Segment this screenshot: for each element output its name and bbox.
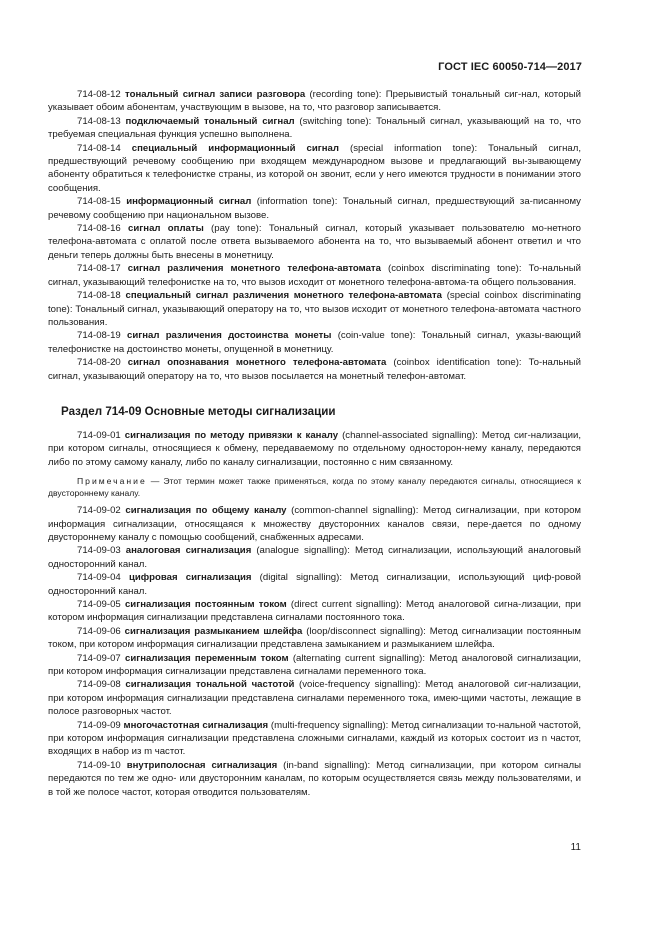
term-definition: (direct current signalling): Метод аналоговой сигна-лизации, при котором информация сигнализации представлена сигналами постоянного тока. <box>48 599 581 624</box>
term-definition: (voice-frequency signalling): Метод аналоговой сиг-нализации, при котором информация сигнализации представлена сигналами переменного тока, имею-щими частоты, лежащие в полосе разговорных частот. <box>48 679 581 718</box>
term-entry <box>48 625 581 652</box>
term-name: сигнализация по общему каналу <box>125 505 287 517</box>
term-definition: (loop/disconnect signalling): Метод сигнализации постоянным током, при котором информация сигнализации представлена замыканием и размыканием шлейфа. <box>48 625 582 651</box>
term-name: внутриполосная сигнализация <box>126 759 278 771</box>
term-entry <box>48 678 581 718</box>
term-code: 714-09-01 <box>77 429 121 441</box>
term-code: 714-08-18 <box>77 290 121 302</box>
term-code: 714-08-16 <box>77 223 121 235</box>
term-entry <box>48 329 581 356</box>
term-name: сигнал оплаты <box>128 223 204 235</box>
term-name: информационный сигнал <box>126 196 252 208</box>
term-code: 714-09-09 <box>77 719 121 731</box>
term-entry <box>48 262 581 289</box>
term-definition: (digital signalling): Метод сигнализации, использующий циф-ровой односторонний канал. <box>48 572 581 597</box>
note <box>48 475 581 499</box>
section-heading: Раздел 714-09 Основные методы сигнализации <box>61 404 336 418</box>
term-entry <box>48 719 581 759</box>
document-body <box>48 88 581 799</box>
term-code: 714-09-08 <box>77 679 121 691</box>
term-definition: (analogue signalling): Метод сигнализации, использующий аналоговый односторонний канал. <box>48 545 581 570</box>
term-code: 714-08-14 <box>77 142 121 154</box>
term-definition: (pay tone): Тональный сигнал, который указывает пользователю мо-нетного телефона-автомата с оплатой после ответа вызываемого абонента на то, что вызываемый абонент ответил и что деньги теперь должны быть внесены в монетницу. <box>48 223 581 261</box>
term-name: многочастотная сигнализация <box>123 719 269 731</box>
term-name: специальный информационный сигнал <box>131 142 339 154</box>
term-definition: (in-band signalling): Метод сигнализации, при котором сигналы передаются по тем же одно- или двусторонним каналам, по которым осуществляется связь между пользователями, и в той же полосе частот, которая отводится пользователям. <box>48 759 581 798</box>
term-definition: (alternating current signalling): Метод аналоговой сигнализации, при котором информация сигнализации представлена сигналами переменного тока. <box>48 652 581 678</box>
term-code: 714-08-15 <box>77 196 121 208</box>
term-definition: (recording tone): Прерывистый тональный сиг-нал, который указывает обоим абонентам, участвующим в вызове, на то, что разговор записывается. <box>48 89 581 114</box>
term-code: 714-09-07 <box>77 652 121 664</box>
term-entry <box>48 429 581 469</box>
term-entry <box>48 88 581 115</box>
term-entry <box>48 544 581 571</box>
term-entry <box>48 289 581 329</box>
term-code: 714-09-04 <box>77 572 121 584</box>
term-code: 714-09-05 <box>77 599 121 610</box>
term-entry <box>48 571 581 598</box>
term-entry <box>48 652 581 679</box>
term-name: подключаемый тональный сигнал <box>125 115 295 127</box>
term-definition: (special coinbox discriminating tone): Тональный сигнал, указывающий оператору на то, что вызов исходит от монетного телефона-автомата частного пользования. <box>48 290 581 328</box>
term-name: сигнализация по методу привязки к каналу <box>124 429 339 441</box>
term-name: сигнализация переменным током <box>124 652 289 664</box>
term-definition: (coin-value tone): Тональный сигнал, указы-вающий телефонистке на достоинство монеты, опущенной в монетницу. <box>48 330 581 355</box>
term-code: 714-09-03 <box>77 545 121 557</box>
term-code: 714-08-20 <box>77 357 121 369</box>
term-definition: (common-channel signalling): Метод сигнализации, при котором информация сигнализации, относящаяся к множеству двусторонних каналов связи, пере-дается по одному двустороннему каналу с помощью сообщений, снабженных адресами. <box>48 505 582 543</box>
term-code: 714-08-19 <box>77 330 121 342</box>
term-entry <box>48 115 581 142</box>
term-name: сигнал различения достоинства монеты <box>127 330 332 342</box>
term-code: 714-09-06 <box>77 625 121 637</box>
term-name: сигнал различения монетного телефона-автомата <box>127 263 381 275</box>
term-name: сигнализация размыканием шлейфа <box>124 625 303 637</box>
term-name: аналоговая сигнализация <box>125 545 252 557</box>
term-entry <box>48 195 581 222</box>
term-name: сигнализация тональной частотой <box>125 679 295 691</box>
term-code: 714-08-13 <box>77 115 121 127</box>
note-text: — Этот термин может также применяться, когда по этому каналу передаются сигналы, относящиеся к двустороннему каналу. <box>48 476 581 499</box>
term-definition: (channel-associated signalling): Метод сиг-нализации, при котором сигналы, относящиеся к обмену, передаваемому по отдельному односторон-нему каналу, передаются либо по этому самому каналу, либо по каналу сигнализации, постоянно с ним связанному. <box>48 429 582 468</box>
term-entry <box>48 142 581 196</box>
term-definition: (special information tone): Тональный сигнал, предшествующий речевому сообщению при входящем международном вызове и предлагающий вы-зывающему абоненту обратиться к телефонистке страны, из которой он звонит, если у него имеются трудности в понимании этого сообщения. <box>48 142 581 194</box>
term-name: сигнализация постоянным током <box>124 599 287 610</box>
note-label: Примечание <box>77 476 147 487</box>
term-entry <box>48 759 581 799</box>
page-number: 11 <box>570 842 581 853</box>
term-definition: (switching tone): Тональный сигнал, указывающий на то, что требуемая специальная функция успешно выполнена. <box>48 115 581 141</box>
term-name: сигнал опознавания монетного телефона-автомата <box>127 357 387 369</box>
term-code: 714-08-12 <box>77 89 121 100</box>
term-name: специальный сигнал различения монетного телефона-автомата <box>125 290 442 302</box>
term-entry <box>48 598 581 625</box>
term-entry <box>48 504 581 544</box>
term-definition: (coinbox discriminating tone): То-нальный сигнал, указывающий телефонистке на то, что вызов исходит от монетного телефона-автома-та общего пользования. <box>48 263 582 288</box>
standard-designation: ГОСТ IEC 60050-714—2017 <box>438 61 582 73</box>
term-code: 714-09-02 <box>77 505 121 517</box>
term-definition: (multi-frequency signalling): Метод сигнализации то-нальной частотой, при котором информация сигнализации представлена сложными сигналами, каждый из которых состоит из n частот, входящих в набор из m частот. <box>48 719 581 758</box>
term-code: 714-09-10 <box>77 759 121 771</box>
term-definition: (coinbox identification tone): То-нальный сигнал, указывающий оператору на то, что вызов посылается на монетный телефон-автомат. <box>48 357 581 382</box>
term-name: цифровая сигнализация <box>128 572 252 584</box>
term-name: тональный сигнал записи разговора <box>125 89 306 100</box>
term-definition: (information tone): Тональный сигнал, предшествующий за-писанному речевому сообщению при национальном вызове. <box>48 196 581 221</box>
terms-list-section-09b <box>48 504 581 799</box>
term-entry <box>48 222 581 262</box>
terms-list-section-09a <box>48 429 581 469</box>
terms-list-section-08 <box>48 88 581 383</box>
term-entry <box>48 356 581 383</box>
term-code: 714-08-17 <box>77 263 121 275</box>
